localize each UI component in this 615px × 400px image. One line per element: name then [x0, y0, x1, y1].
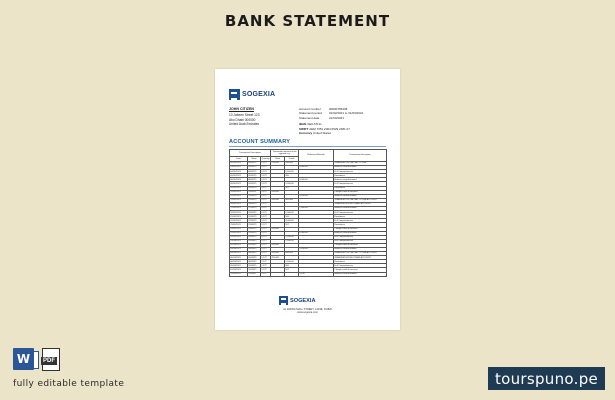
table-cell: 900,000	[285, 198, 299, 202]
pdf-file-icon[interactable]	[42, 348, 60, 371]
table-cell: 10/02/2021	[230, 186, 248, 190]
table-cell: 1,172	[261, 166, 271, 170]
column-header: Debit	[271, 157, 285, 162]
table-cell: 10/03/21	[248, 268, 261, 272]
column-group-header: Transaction Description	[230, 150, 271, 157]
table-cell: 1,172	[261, 243, 271, 247]
table-cell: 7,000.00	[299, 207, 334, 211]
divider	[229, 146, 386, 147]
table-cell: 11/03/2021	[230, 272, 248, 276]
word-file-icon[interactable]	[13, 348, 34, 370]
table-cell: 08/03/21	[248, 260, 261, 264]
table-cell: 09/03/21	[248, 264, 261, 268]
column-header: Value	[248, 157, 261, 162]
table-cell: 167	[285, 223, 299, 227]
pdf-label: PDF	[43, 358, 55, 364]
table-cell: 1,172	[261, 178, 271, 182]
bank-logo-icon	[229, 89, 240, 100]
table-cell: Full Comprehensive	[334, 264, 387, 268]
table-cell: 18/02/21	[248, 211, 261, 215]
table-cell: 05/03/2021	[230, 256, 248, 260]
table-cell: Balance carried forward	[334, 231, 387, 235]
customer-address-line: Abu Dhabi 000000	[229, 117, 256, 122]
table-cell: 760,000	[271, 243, 285, 247]
bank-logo-text: SOGEXIA	[242, 90, 276, 98]
table-cell: 1,172	[261, 190, 271, 194]
table-cell: 1,000.00	[285, 239, 299, 243]
table-cell: 26/02/2021	[230, 235, 248, 239]
table-cell: 26/02/21	[248, 235, 261, 239]
table-cell: TRANSFER OF CAPITAL TO THE ACCOUNT	[334, 198, 387, 202]
format-icons	[13, 348, 60, 371]
table-cell: 23/02/21	[248, 223, 261, 227]
table-cell: 1,172	[261, 170, 271, 174]
table-cell: 11/02/2021	[230, 190, 248, 194]
table-cell: Remittance	[334, 186, 387, 190]
table-cell: 1,172	[261, 215, 271, 219]
table-cell: 08/03/2021	[230, 260, 248, 264]
table-cell: 09/02/21	[248, 182, 261, 186]
table-cell: 1,500.00	[285, 235, 299, 239]
table-cell: 1,172	[261, 194, 271, 198]
table-cell: 167	[285, 186, 299, 190]
table-cell: 03/03/2021	[230, 247, 248, 251]
table-cell: 15/02/21	[248, 198, 261, 202]
table-cell: 1,172	[261, 256, 271, 260]
table-cell: Cheque credit to account	[334, 243, 387, 247]
table-cell: Remittance	[334, 215, 387, 219]
table-cell: Balance carried forward	[334, 178, 387, 182]
table-cell: 760,000	[285, 162, 299, 166]
bank-logo	[229, 87, 275, 101]
table-cell: 24/02/21	[248, 227, 261, 231]
customer-block	[229, 107, 259, 127]
table-cell: 900	[285, 215, 299, 219]
table-cell: Full Comprehensive	[334, 235, 387, 239]
table-cell: 05/02/2021	[230, 174, 248, 178]
table-cell: 16/02/2021	[230, 202, 248, 206]
table-cell: 17/02/2021	[230, 207, 248, 211]
table-cell: 1,172	[261, 198, 271, 202]
table-cell: Cheque credit to account	[334, 268, 387, 272]
table-cell: Balance carried forward	[334, 194, 387, 198]
table-cell: 1,172	[261, 264, 271, 268]
table-cell: 760,000	[271, 198, 285, 202]
customer-address-line: United Arab Emirates	[229, 122, 260, 127]
table-cell: 1,172	[261, 219, 271, 223]
table-cell: 5,100.00	[299, 247, 334, 251]
table-cell: 08/02/21	[248, 178, 261, 182]
table-cell	[271, 272, 285, 276]
table-cell: 03/02/21	[248, 166, 261, 170]
table-cell	[285, 272, 299, 276]
table-cell: 04/02/21	[248, 170, 261, 174]
editable-note: fully editable template	[13, 379, 125, 389]
table-cell: 15/02/2021	[230, 198, 248, 202]
table-cell: 04/03/2021	[230, 252, 248, 256]
table-cell: 760,000	[271, 227, 285, 231]
table-row	[230, 272, 387, 276]
table-cell: 10/02/21	[248, 186, 261, 190]
table-cell: 6,040.00	[299, 178, 334, 182]
page-heading: BANK STATEMENT	[224, 12, 391, 30]
table-header-row	[230, 150, 387, 157]
table-cell: Remittance	[334, 174, 387, 178]
table-cell: Full Comprehensive	[334, 211, 387, 215]
table-cell: 10/03/2021	[230, 268, 248, 272]
table-cell: 1,172	[261, 186, 271, 190]
table-cell: Balance carried forward	[334, 207, 387, 211]
footer-address-line: AL DAFRA MALL STREET, 1234E, DUBAI	[283, 308, 332, 311]
table-cell: 09/03/2021	[230, 264, 248, 268]
table-cell: 8,000.00	[299, 166, 334, 170]
table-cell: Full Comprehensive	[334, 170, 387, 174]
footer-logo-icon	[279, 296, 288, 305]
column-header: Date	[230, 157, 248, 162]
table-cell: 760,000	[271, 256, 285, 260]
table-cell: TRANSFER FROM OTHER ACCOUNT	[334, 202, 387, 206]
table-cell: 1,172	[261, 223, 271, 227]
table-cell: Remittance	[334, 260, 387, 264]
table-cell: 1,500.00	[285, 260, 299, 264]
table-cell: 1,172	[261, 174, 271, 178]
table-cell: Balance carried forward	[334, 247, 387, 251]
table-cell: 18/02/2021	[230, 211, 248, 215]
table-cell: 760,000	[271, 252, 285, 256]
table-cell: 1,172	[261, 231, 271, 235]
column-header: Quantity	[261, 157, 270, 160]
account-row: Statement period 01/02/2021 to 31/03/2021	[299, 111, 364, 116]
column-group-header: Transaction amount in the opposite ccy	[271, 150, 299, 157]
table-cell: Full Comprehensive	[334, 239, 387, 243]
table-cell: 1,172	[261, 211, 271, 215]
footer-address	[215, 308, 400, 315]
table-cell: 08/02/2021	[230, 178, 248, 182]
account-row: IBAN AE0 ATL1L	[299, 122, 323, 127]
table-cell: 04/02/2021	[230, 170, 248, 174]
table-cell: 900,000	[285, 252, 299, 256]
table-cell: 19/02/21	[248, 215, 261, 219]
table-cell: 1,172	[261, 272, 271, 276]
table-cell: 3,000.00	[285, 219, 299, 223]
table-cell: 900	[285, 264, 299, 268]
table-cell: 25/02/2021	[230, 231, 248, 235]
table-cell: 760,000	[271, 190, 285, 194]
column-header: Credit	[285, 157, 299, 162]
account-summary-title: ACCOUNT SUMMARY	[229, 139, 291, 145]
table-cell: 1,172	[261, 207, 271, 211]
table-cell: Cheque credit to account	[334, 227, 387, 231]
column-header: Reference/Remark	[299, 150, 334, 162]
table-cell: 3,000.00	[285, 182, 299, 186]
table-cell: 1,172	[261, 182, 271, 186]
table-cell: 02/03/21	[248, 243, 261, 247]
footer-logo	[279, 296, 316, 305]
table-cell: 08/02/21	[248, 162, 261, 166]
table-cell: 1,172	[261, 268, 271, 272]
table-cell: 1,172	[261, 247, 271, 251]
table-cell: Full Comprehensive	[334, 219, 387, 223]
table-cell: 03/03/21	[248, 247, 261, 251]
table-cell: 25/02/21	[248, 231, 261, 235]
table-cell: 03/02/2021	[230, 166, 248, 170]
table-cell: 1,172	[261, 202, 271, 206]
table-cell: 22/02/2021	[230, 219, 248, 223]
account-row: Statement date 21/04/2021	[299, 115, 345, 120]
table-cell: Cheque credit to account	[334, 190, 387, 194]
table-cell: Balance carried forward	[334, 272, 387, 276]
table-cell: 11/02/21	[248, 190, 261, 194]
table-cell: 02/02/2021	[230, 162, 248, 166]
statement-preview[interactable]	[215, 69, 400, 330]
table-cell: TRANSFER FROM OTHER ACCOUNT	[334, 256, 387, 260]
table-cell: 1,500.00	[285, 170, 299, 174]
table-cell: 16/02/21	[248, 202, 261, 206]
table-cell: 1,172	[261, 239, 271, 243]
table-cell: 1,000.00	[285, 211, 299, 215]
table-cell: Full Comprehensive	[334, 182, 387, 186]
table-cell: 167	[285, 268, 299, 272]
table-cell: Remittance	[334, 223, 387, 227]
table-cell: 19/02/2021	[230, 215, 248, 219]
table-cell: 01/03/21	[248, 239, 261, 243]
table-cell: 04/03/21	[248, 252, 261, 256]
table-cell: 11/03/21	[248, 272, 261, 276]
table-cell: 1,172	[261, 252, 271, 256]
table-cell: 05/02/21	[248, 174, 261, 178]
table-cell: 1,172	[261, 260, 271, 264]
table-cell: 12/02/2021	[230, 194, 248, 198]
table-cell: 6,040.00	[299, 231, 334, 235]
table-cell: TRANSFER OF CAPITAL TO THE ACCOUNT	[334, 252, 387, 256]
table-cell: 900	[285, 174, 299, 178]
word-label: W	[16, 352, 31, 366]
table-cell: 1,172	[261, 235, 271, 239]
table-cell: 24/02/2021	[230, 227, 248, 231]
account-row: Currency United States	[299, 131, 332, 136]
table-cell: 05/03/21	[248, 256, 261, 260]
transactions-table	[229, 149, 387, 277]
table-cell: 1,172	[261, 162, 271, 166]
table-cell: 02/03/2021	[230, 243, 248, 247]
table-cell: TRANSFER OF CAPITAL TO THE	[334, 162, 387, 166]
column-header: Transaction description	[334, 150, 387, 162]
table-cell: 5,100.00	[299, 194, 334, 198]
table-cell: 17/02/21	[248, 207, 261, 211]
table-cell: 09/02/2021	[230, 182, 248, 186]
table-cell: 01/03/2021	[230, 239, 248, 243]
table-cell: 750,000	[271, 162, 285, 166]
table-cell: Balance carried forward	[334, 166, 387, 170]
footer-web: www.sogexia.com	[297, 311, 318, 315]
table-cell: 22/02/21	[248, 219, 261, 223]
table-cell: 5,100	[299, 272, 334, 276]
account-details	[299, 107, 363, 135]
table-cell: 1,172	[261, 227, 271, 231]
account-row: SWIFT AEM 7051 2004 6529 2481 07	[299, 126, 350, 131]
account-row: Account number 00000765438	[299, 107, 348, 111]
customer-address-line: 10 Jabeen Street 123	[229, 113, 260, 118]
table-cell: 23/02/2021	[230, 223, 248, 227]
brand-badge[interactable]: tourspuno.pe	[488, 367, 605, 390]
footer-logo-text: SOGEXIA	[290, 297, 316, 304]
table-cell: 12/02/21	[248, 194, 261, 198]
customer-name: JOHN CITIZEN	[229, 107, 254, 111]
